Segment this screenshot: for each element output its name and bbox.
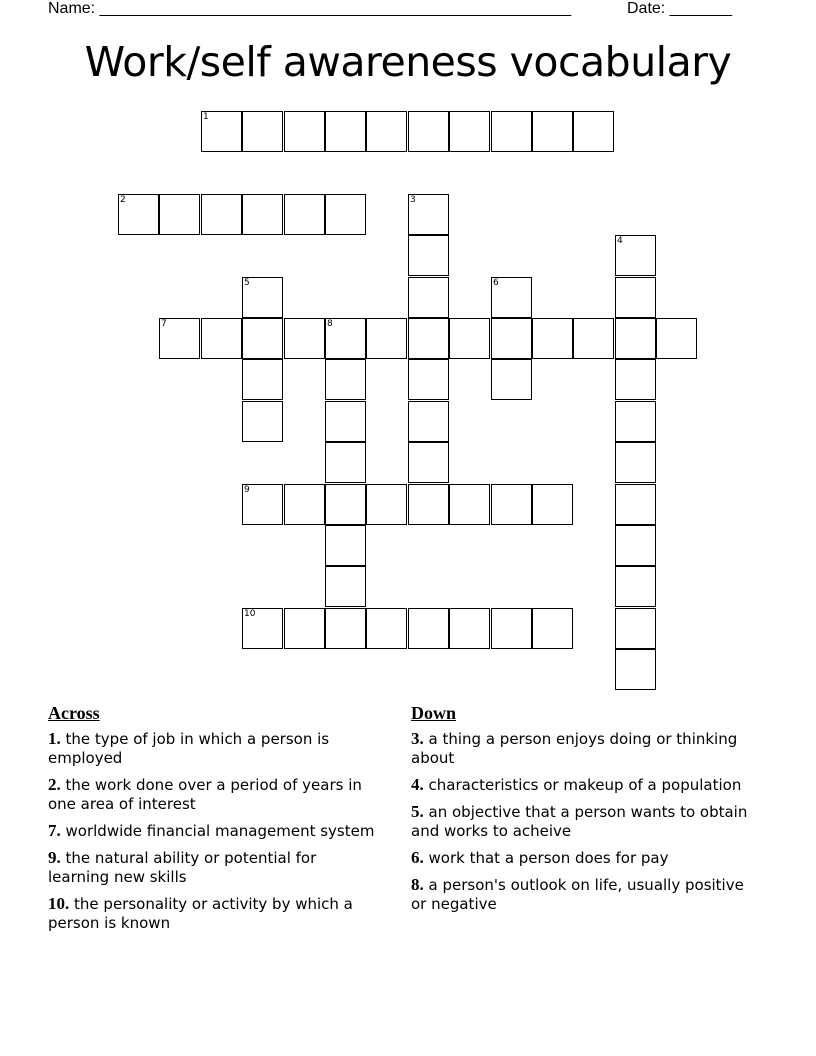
crossword-cell[interactable] (408, 111, 449, 152)
crossword-cell[interactable] (366, 318, 407, 359)
page-title: Work/self awareness vocabulary (84, 38, 732, 86)
crossword-cell[interactable] (491, 111, 532, 152)
crossword-cell[interactable] (118, 194, 159, 235)
crossword-cell[interactable] (408, 442, 449, 483)
cell-number: 10 (244, 609, 256, 619)
crossword-cell[interactable] (325, 318, 366, 359)
crossword-cell[interactable] (408, 318, 449, 359)
clue-text: an objective that a person wants to obtain and works to acheive (411, 803, 748, 840)
clue-across-1 (48, 729, 378, 768)
crossword-cell[interactable] (201, 194, 242, 235)
crossword-cell[interactable] (408, 484, 449, 525)
crossword-cell[interactable] (242, 401, 283, 442)
crossword-cell[interactable] (615, 359, 656, 400)
clue-number: 1. (48, 729, 61, 748)
clue-number: 6. (411, 848, 424, 867)
crossword-cell[interactable] (449, 318, 490, 359)
crossword-cell[interactable] (325, 566, 366, 607)
across-clues (48, 703, 378, 940)
down-clues (411, 703, 761, 921)
crossword-cell[interactable] (325, 442, 366, 483)
crossword-cell[interactable] (573, 318, 614, 359)
crossword-cell[interactable] (366, 484, 407, 525)
clue-number: 2. (48, 775, 61, 794)
crossword-cell[interactable] (615, 649, 656, 690)
crossword-cell[interactable] (615, 525, 656, 566)
crossword-cell[interactable] (284, 318, 325, 359)
cell-number: 2 (120, 195, 126, 205)
clue-down-5 (411, 802, 761, 841)
clue-across-2 (48, 775, 378, 814)
crossword-cell[interactable] (491, 359, 532, 400)
cell-number: 7 (161, 319, 167, 329)
crossword-cell[interactable] (201, 318, 242, 359)
across-heading: Across (48, 703, 100, 723)
crossword-cell[interactable] (449, 111, 490, 152)
clue-number: 9. (48, 848, 61, 867)
crossword-cell[interactable] (491, 318, 532, 359)
crossword-cell[interactable] (325, 111, 366, 152)
clue-across-7 (48, 821, 378, 841)
cell-number: 8 (327, 319, 333, 329)
cell-number: 9 (244, 485, 250, 495)
crossword-cell[interactable] (159, 318, 200, 359)
name-field[interactable]: Name: _____________________________________________________ (48, 0, 572, 17)
crossword-cell[interactable] (159, 194, 200, 235)
crossword-cell[interactable] (284, 484, 325, 525)
clue-text: a person's outlook on life, usually positive or negative (411, 876, 744, 913)
clue-down-3 (411, 729, 761, 768)
crossword-cell[interactable] (449, 484, 490, 525)
clue-text: worldwide financial management system (65, 822, 375, 840)
crossword-cell[interactable] (325, 608, 366, 649)
crossword-cell[interactable] (532, 608, 573, 649)
crossword-cell[interactable] (325, 194, 366, 235)
crossword-cell[interactable] (242, 111, 283, 152)
crossword-cell[interactable] (284, 111, 325, 152)
crossword-cell[interactable] (242, 484, 283, 525)
clue-down-8 (411, 875, 761, 914)
cell-number: 5 (244, 278, 250, 288)
cell-number: 1 (203, 112, 209, 122)
crossword-cell[interactable] (366, 608, 407, 649)
clue-number: 5. (411, 802, 424, 821)
crossword-cell[interactable] (325, 401, 366, 442)
cell-number: 6 (493, 278, 499, 288)
down-heading: Down (411, 703, 457, 723)
crossword-cell[interactable] (615, 566, 656, 607)
clue-across-10 (48, 894, 378, 933)
clue-text: the work done over a period of years in one area of interest (48, 776, 362, 813)
crossword-cell[interactable] (242, 608, 283, 649)
crossword-cell[interactable] (325, 484, 366, 525)
crossword-cell[interactable] (615, 442, 656, 483)
crossword-cell[interactable] (325, 525, 366, 566)
clue-text: a thing a person enjoys doing or thinking about (411, 730, 738, 767)
clue-number: 4. (411, 775, 424, 794)
crossword-cell[interactable] (615, 484, 656, 525)
crossword-cell[interactable] (408, 277, 449, 318)
crossword-cell[interactable] (408, 235, 449, 276)
crossword-cell[interactable] (284, 194, 325, 235)
crossword-cell[interactable] (325, 359, 366, 400)
crossword-cell[interactable] (615, 235, 656, 276)
clue-number: 8. (411, 875, 424, 894)
crossword-cell[interactable] (532, 484, 573, 525)
crossword-cell[interactable] (408, 401, 449, 442)
clue-text: the natural ability or potential for learning new skills (48, 849, 317, 886)
clue-number: 3. (411, 729, 424, 748)
crossword-cell[interactable] (242, 194, 283, 235)
cell-number: 3 (410, 195, 416, 205)
crossword-cell[interactable] (491, 608, 532, 649)
crossword-cell[interactable] (656, 318, 697, 359)
crossword-cell[interactable] (573, 111, 614, 152)
crossword-cell[interactable] (615, 277, 656, 318)
clue-text: work that a person does for pay (428, 849, 669, 867)
clue-down-4 (411, 775, 761, 795)
crossword-cell[interactable] (532, 318, 573, 359)
crossword-cell[interactable] (449, 608, 490, 649)
crossword-cell[interactable] (242, 359, 283, 400)
date-field[interactable]: Date: _______ (627, 0, 732, 17)
clue-down-6 (411, 848, 761, 868)
clue-number: 7. (48, 821, 61, 840)
crossword-cell[interactable] (615, 608, 656, 649)
crossword-cell[interactable] (615, 318, 656, 359)
cell-number: 4 (617, 236, 623, 246)
crossword-cell[interactable] (532, 111, 573, 152)
crossword-cell[interactable] (491, 484, 532, 525)
crossword-cell[interactable] (242, 277, 283, 318)
clue-number: 10. (48, 894, 70, 913)
crossword-cell[interactable] (284, 608, 325, 649)
crossword-cell[interactable] (242, 318, 283, 359)
crossword-cell[interactable] (366, 111, 407, 152)
clue-text: the personality or activity by which a person is known (48, 895, 353, 932)
crossword-cell[interactable] (615, 401, 656, 442)
crossword-cell[interactable] (201, 111, 242, 152)
crossword-cell[interactable] (408, 194, 449, 235)
crossword-cell[interactable] (491, 277, 532, 318)
crossword-cell[interactable] (408, 608, 449, 649)
clue-text: characteristics or makeup of a population (428, 776, 742, 794)
clue-text: the type of job in which a person is employed (48, 730, 330, 767)
clue-across-9 (48, 848, 378, 887)
crossword-cell[interactable] (408, 359, 449, 400)
